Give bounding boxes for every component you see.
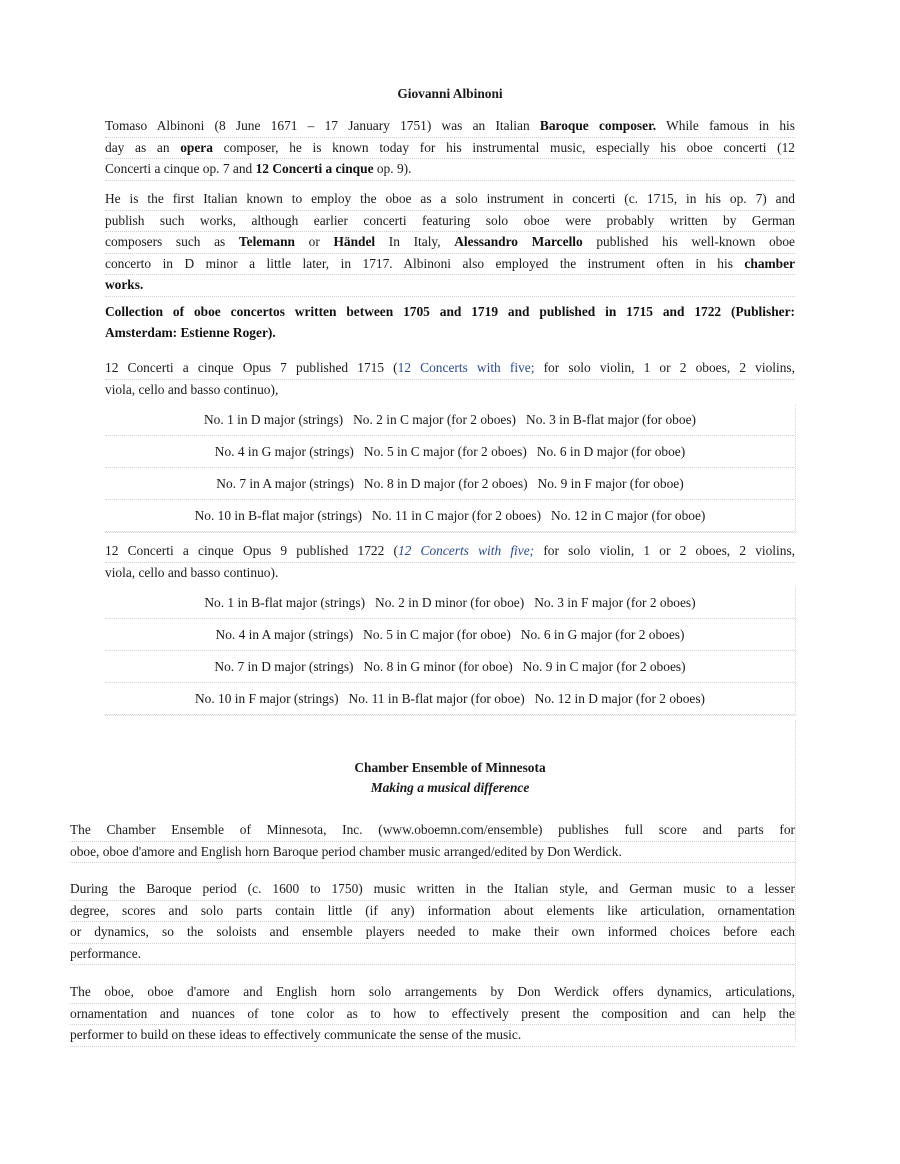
chamber-term: chamber [744, 255, 795, 271]
ensemble-paragraph-2 [70, 879, 795, 965]
first-line-2: publish such works, although earlier concerti featuring solo oboe were probably written by German [105, 211, 795, 233]
intro-text: composer, he is known today for his instrumental music, especially his oboe concerti (12 [212, 139, 796, 155]
work-item: No. 1 in B-flat major (strings) [204, 595, 366, 610]
ensemble-line: performance. [70, 944, 795, 966]
work-row [105, 651, 795, 683]
work-item: No. 5 in C major (for 2 oboes) [363, 444, 527, 459]
ensemble-line: oboe, oboe d'amore and English horn Baroque period chamber music arranged/edited by Don Werdick. [70, 842, 795, 864]
ensemble-line: The oboe, oboe d'amore and English horn solo arrangements by Don Werdick offers dynamics, articulations, [70, 982, 795, 1004]
work-row [105, 468, 795, 500]
first-text: In Italy, [375, 234, 455, 249]
work-item: No. 6 in D major (for oboe) [536, 444, 686, 459]
op9-link[interactable]: 12 Concerts with five; [397, 543, 535, 558]
first-text: published his well-known oboe [582, 234, 795, 249]
intro-text: day as an [105, 139, 181, 155]
work-item: No. 7 in D major (strings) [214, 659, 354, 674]
ensemble-line: During the Baroque period (c. 1600 to 1750) music written in the Italian style, and German music to a lesser [70, 879, 795, 901]
op9-text: for solo violin, 1 or 2 oboes, 2 violins, [534, 543, 796, 558]
works-term: works. [105, 277, 144, 292]
work-row [105, 619, 795, 651]
ensemble-paragraph-1 [70, 820, 795, 863]
first-line-5 [105, 275, 795, 297]
ensemble-subtitle: Making a musical difference [370, 780, 530, 795]
collection-line-2: Amsterdam: Estienne Roger). [105, 324, 276, 340]
work-item: No. 6 in G major (for 2 oboes) [520, 627, 685, 642]
telemann-term: Telemann [238, 234, 295, 249]
ensemble-line: ornamentation and nuances of tone color as to how to effectively present the composition and can help the [70, 1004, 795, 1026]
ensemble-line: performer to build on these ideas to effectively communicate the sense of the music. [70, 1025, 795, 1047]
op7-text: 12 Concerti a cinque Opus 7 published 1715 ( [105, 360, 398, 375]
first-line-3 [105, 232, 795, 254]
work-item: No. 5 in C major (for oboe) [363, 627, 511, 642]
intro-paragraph [105, 116, 795, 181]
work-item: No. 12 in D major (for 2 oboes) [534, 691, 706, 706]
intro-text: Concerti a cinque op. 7 and [105, 161, 256, 176]
work-item: No. 12 in C major (for oboe) [551, 508, 706, 523]
work-item: No. 3 in B-flat major (for oboe) [526, 412, 696, 427]
op7-line-2: viola, cello and basso continuo), [105, 381, 279, 397]
ensemble-paragraph-3 [70, 982, 795, 1047]
work-item: No. 1 in D major (strings) [204, 412, 344, 427]
work-row [105, 500, 795, 532]
op7-paragraph [105, 358, 795, 400]
collection-paragraph [105, 302, 795, 343]
work-row [105, 404, 795, 436]
work-item: No. 8 in D major (for 2 oboes) [363, 476, 528, 491]
first-line-4 [105, 254, 795, 276]
work-item: No. 4 in G major (strings) [214, 444, 354, 459]
work-row [105, 683, 795, 715]
first-line-1: He is the first Italian known to employ the oboe as a solo instrument in concerti (c. 1715, in his op. 7) and [105, 189, 795, 211]
work-item: No. 2 in D minor (for oboe) [375, 595, 525, 610]
handel-term: Händel [333, 234, 376, 249]
work-item: No. 8 in G minor (for oboe) [363, 659, 513, 674]
work-item: No. 11 in B-flat major (for oboe) [348, 691, 525, 706]
page-title: Giovanni Albinoni [397, 86, 503, 101]
work-item: No. 10 in B-flat major (strings) [194, 508, 362, 523]
ensemble-line: or dynamics, so the soloists and ensemble players needed to make their own informed choices before each [70, 922, 795, 944]
ensemble-line: degree, scores and solo parts contain little (if any) information about elements like articulation, ornamentation [70, 901, 795, 923]
collection-line-1: Collection of oboe concertos written between 1705 and 1719 and published in 1715 and 1722 (Publisher: [105, 304, 795, 319]
intro-line-3 [105, 159, 795, 181]
work-item: No. 2 in C major (for 2 oboes) [353, 412, 517, 427]
opera-term: opera [180, 139, 213, 155]
op9-line-1 [105, 541, 795, 563]
op7-link[interactable]: 12 Concerts with five; [397, 360, 535, 375]
work-item: No. 4 in A major (strings) [215, 627, 354, 642]
work-item: No. 9 in C major (for 2 oboes) [522, 659, 686, 674]
work-item: No. 3 in F major (for 2 oboes) [534, 595, 696, 610]
ensemble-line: The Chamber Ensemble of Minnesota, Inc. (www.oboemn.com/ensemble) publishes full score and parts for [70, 820, 795, 842]
op7-line-1 [105, 358, 795, 380]
op9-paragraph [105, 541, 795, 583]
work-item: No. 11 in C major (for 2 oboes) [371, 508, 542, 523]
op7-work-list [105, 404, 796, 533]
intro-text: While famous in his [656, 118, 795, 133]
concerti-term: 12 Concerti a cinque [255, 161, 374, 176]
intro-line-2 [105, 138, 795, 160]
first-italian-paragraph [105, 189, 795, 297]
work-item: No. 10 in F major (strings) [194, 691, 339, 706]
ensemble-title: Chamber Ensemble of Minnesota [354, 760, 546, 775]
first-text: composers such as [105, 234, 239, 249]
intro-text: Tomaso Albinoni (8 June 1671 – 17 January 1751) was an Italian [105, 118, 540, 133]
baroque-composer-term: Baroque composer. [539, 118, 657, 133]
intro-text: op. 9). [373, 161, 412, 176]
work-item: No. 7 in A major (strings) [216, 476, 354, 491]
marcello-term: Alessandro Marcello [454, 234, 583, 249]
work-row [105, 587, 795, 619]
first-text: concerto in D minor a little later, in 1717. Albinoni also employed the instrument often in his [105, 255, 745, 271]
intro-line-1 [105, 116, 795, 138]
op9-text: 12 Concerti a cinque Opus 9 published 1722 ( [105, 543, 398, 558]
op9-line-2: viola, cello and basso continuo). [105, 564, 279, 580]
op7-text: for solo violin, 1 or 2 oboes, 2 violins, [534, 360, 795, 375]
work-row [105, 436, 795, 468]
first-text: or [294, 234, 334, 249]
work-item: No. 9 in F major (for oboe) [537, 476, 684, 491]
op9-work-list [105, 587, 796, 716]
